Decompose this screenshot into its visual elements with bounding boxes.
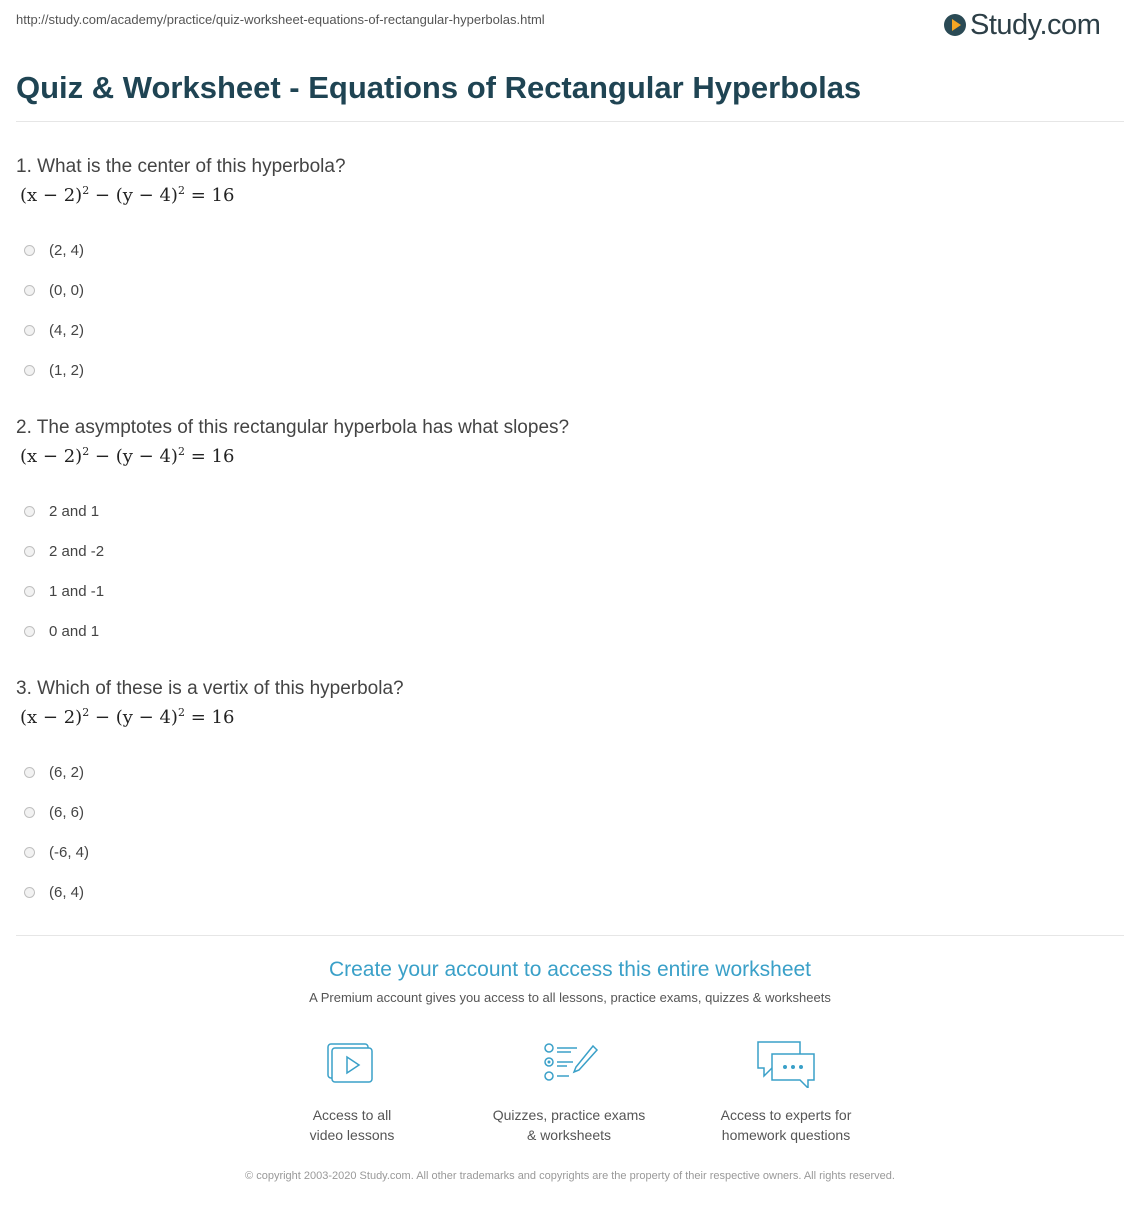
page-title: Quiz & Worksheet - Equations of Rectangular Hyperbolas xyxy=(16,70,862,105)
radio-button[interactable] xyxy=(24,245,35,256)
question-equation: $(x - 2)^2 - (y - 4)^2 = 16$ xyxy=(20,184,235,206)
features-row xyxy=(0,1040,1140,1143)
radio-button[interactable] xyxy=(24,767,35,778)
study-logo[interactable] xyxy=(944,8,1100,42)
feature-video-lessons: Access to all video lessons xyxy=(262,1040,442,1145)
answer-option[interactable]: (4, 2) xyxy=(16,310,1116,350)
radio-button[interactable] xyxy=(24,506,35,517)
question-2 xyxy=(16,415,1116,651)
answer-option[interactable]: (1, 2) xyxy=(16,350,1116,390)
radio-button[interactable] xyxy=(24,887,35,898)
signup-cta xyxy=(0,958,1140,1005)
answer-option[interactable]: (6, 4) xyxy=(16,872,1116,912)
cta-heading-link[interactable]: Create your account to access this entire worksheet xyxy=(328,958,812,981)
radio-button[interactable] xyxy=(24,365,35,376)
question-equation: $(x - 2)^2 - (y - 4)^2 = 16$ xyxy=(20,445,235,467)
radio-button[interactable] xyxy=(24,285,35,296)
question-text: 1. What is the center of this hyperbola? xyxy=(16,156,346,177)
question-text: 2. The asymptotes of this rectangular hyperbola has what slopes? xyxy=(16,417,570,438)
radio-button[interactable] xyxy=(24,586,35,597)
title-divider xyxy=(16,121,1124,122)
feature-quizzes: Quizzes, practice exams & worksheets xyxy=(479,1040,659,1145)
video-play-icon xyxy=(320,1040,384,1088)
feature-experts: Access to experts for homework questions xyxy=(696,1040,876,1145)
answer-option[interactable]: (6, 2) xyxy=(16,752,1116,792)
logo-text: Study.com xyxy=(970,8,1101,41)
question-text: 3. Which of these is a vertix of this hyperbola? xyxy=(16,678,404,699)
radio-button[interactable] xyxy=(24,626,35,637)
logo-play-icon xyxy=(944,14,966,36)
copyright-footer: © copyright 2003-2020 Study.com. All other trademarks and copyrights are the property of their respective owners. All rights reserved. xyxy=(245,1170,895,1182)
answer-option[interactable]: 2 and -2 xyxy=(16,531,1116,571)
page-url: http://study.com/academy/practice/quiz-worksheet-equations-of-rectangular-hyperbolas.html xyxy=(16,12,545,27)
cta-subheading: A Premium account gives you access to all lessons, practice exams, quizzes & worksheets xyxy=(309,990,831,1005)
answer-option[interactable]: (6, 6) xyxy=(16,792,1116,832)
quiz-checklist-icon xyxy=(537,1040,601,1088)
section-divider xyxy=(16,935,1124,936)
question-equation: $(x - 2)^2 - (y - 4)^2 = 16$ xyxy=(20,706,235,728)
answer-option[interactable]: (-6, 4) xyxy=(16,832,1116,872)
question-3 xyxy=(16,676,1116,912)
radio-button[interactable] xyxy=(24,325,35,336)
answer-option[interactable]: (2, 4) xyxy=(16,230,1116,270)
chat-bubbles-icon xyxy=(754,1040,818,1088)
answer-option[interactable]: (0, 0) xyxy=(16,270,1116,310)
answer-option[interactable]: 0 and 1 xyxy=(16,611,1116,651)
radio-button[interactable] xyxy=(24,847,35,858)
answer-option[interactable]: 1 and -1 xyxy=(16,571,1116,611)
question-1 xyxy=(16,154,1116,390)
radio-button[interactable] xyxy=(24,546,35,557)
answer-option[interactable]: 2 and 1 xyxy=(16,491,1116,531)
radio-button[interactable] xyxy=(24,807,35,818)
